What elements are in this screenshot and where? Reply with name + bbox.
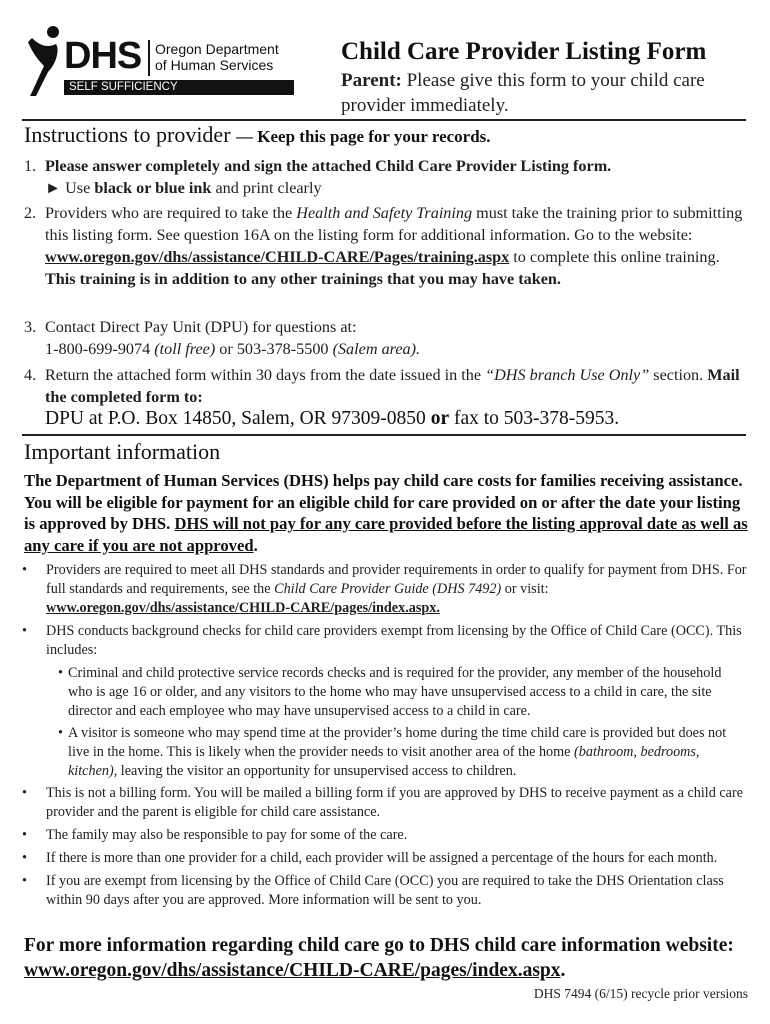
child-care-info-link[interactable]: www.oregon.gov/dhs/assistance/CHILD-CARE/pages/index.aspx — [24, 960, 561, 981]
logo-wordmark: DHS — [64, 35, 142, 77]
important-intro: The Department of Human Services (DHS) helps pay child care costs for families receiving assistance. You will be eligible for payment for an eligible child for care provided on or after the date your listing is approved by DHS. DHS will not pay for any care provided before the listing approval date as well as any care if you are not approved. — [24, 471, 748, 555]
list-item: • The family may also be responsible to pay for some of the care. — [22, 827, 408, 843]
section-rule — [22, 434, 746, 436]
logo-divider — [148, 40, 150, 76]
standards-link[interactable]: www.oregon.gov/dhs/assistance/CHILD-CARE/pages/index.aspx. — [46, 600, 440, 616]
list-item: • This is not a billing form. You will be mailed a billing form if you are approved by DHS to receive payment as a child care provider and the parent is eligible for child care assistance. — [22, 785, 743, 820]
important-heading: Important information — [24, 439, 221, 464]
dhs-logo — [26, 24, 296, 96]
logo-org-name: Oregon Department of Human Services — [155, 41, 279, 73]
important-bullets — [22, 561, 748, 914]
list-item: • If there is more than one provider for a child, each provider will be assigned a percentage of the hours for each month. — [22, 850, 718, 866]
sub-list-item: • Criminal and child protective service records checks and is required for the provider, any member of the household who is age 16 or older, and any visitors to the home who may have unsupervised access to a child in care, the site director and each employee who may have unsupervised access to a child in care. — [58, 665, 722, 719]
sub-list-item: • A visitor is someone who may spend time at the provider’s home during the time child care is provided but does not live in the home. This is likely when the provider needs to visit another area of the home (bathroom, bedrooms, kitchen), leaving the visitor an opportunity for unsupervised access to children. — [58, 725, 727, 779]
parent-note: Parent: Please give this form to your child care provider immediately. — [341, 70, 705, 116]
form-footer: DHS 7494 (6/15) recycle prior versions — [533, 986, 748, 1001]
instruction-item-1: 1. Please answer completely and sign the attached Child Care Provider Listing form. ► Use black or blue ink and print clearly — [24, 157, 612, 197]
list-item: • If you are exempt from licensing by the Office of Child Care (OCC) you are required to take the DHS Orientation class within 90 days after you are approved. More information will be sent to you. — [22, 873, 724, 908]
instruction-item-3: 3. Contact Direct Pay Unit (DPU) for questions at: 1-800-699-9074 (toll free) or 503-378-5500 (Salem area). — [24, 318, 421, 358]
instruction-item-2: 2. Providers who are required to take the Health and Safety Training must take the training prior to submitting this listing form. See question 16A on the listing form for additional information. Go to the website: www.oregon.gov/dhs/assistance/CHILD-CARE/Pages/training.aspx to complete this online training. This training is in addition to any other trainings that you may have taken. — [24, 204, 743, 288]
logo-program-bar: SELF SUFFICIENCY — [64, 80, 294, 95]
form-title: Child Care Provider Listing Form — [341, 38, 707, 65]
mailing-address: DPU at P.O. Box 14850, Salem, OR 97309-0850 or fax to 503-378-5953. — [45, 408, 620, 429]
list-item: • Providers are required to meet all DHS standards and provider requirements in order to qualify for payment from DHS. For full standards and requirements, see the Child Care Provider Guide (DHS 7492) or visit: www.oregon.gov/dhs/assistance/CHILD-CARE/pages/index.aspx. — [22, 562, 747, 616]
arrow-icon: ► — [45, 179, 62, 197]
list-item: • DHS conducts background checks for child care providers exempt from licensing by the Office of Child Care (OCC). This includes: — [22, 623, 742, 658]
instructions-heading: Instructions to provider — Keep this page for your records. — [24, 122, 491, 147]
training-link[interactable]: www.oregon.gov/dhs/assistance/CHILD-CARE/Pages/training.aspx — [45, 248, 510, 266]
more-info: For more information regarding child care go to DHS child care information website: www.oregon.gov/dhs/assistance/CHILD-CARE/pages/index.aspx. — [24, 935, 734, 981]
section-rule — [22, 119, 746, 121]
person-figure-icon — [26, 24, 66, 96]
instruction-item-4: 4. Return the attached form within 30 days from the date issued in the “DHS branch Use Only” section. Mail the completed form to: — [24, 366, 740, 406]
